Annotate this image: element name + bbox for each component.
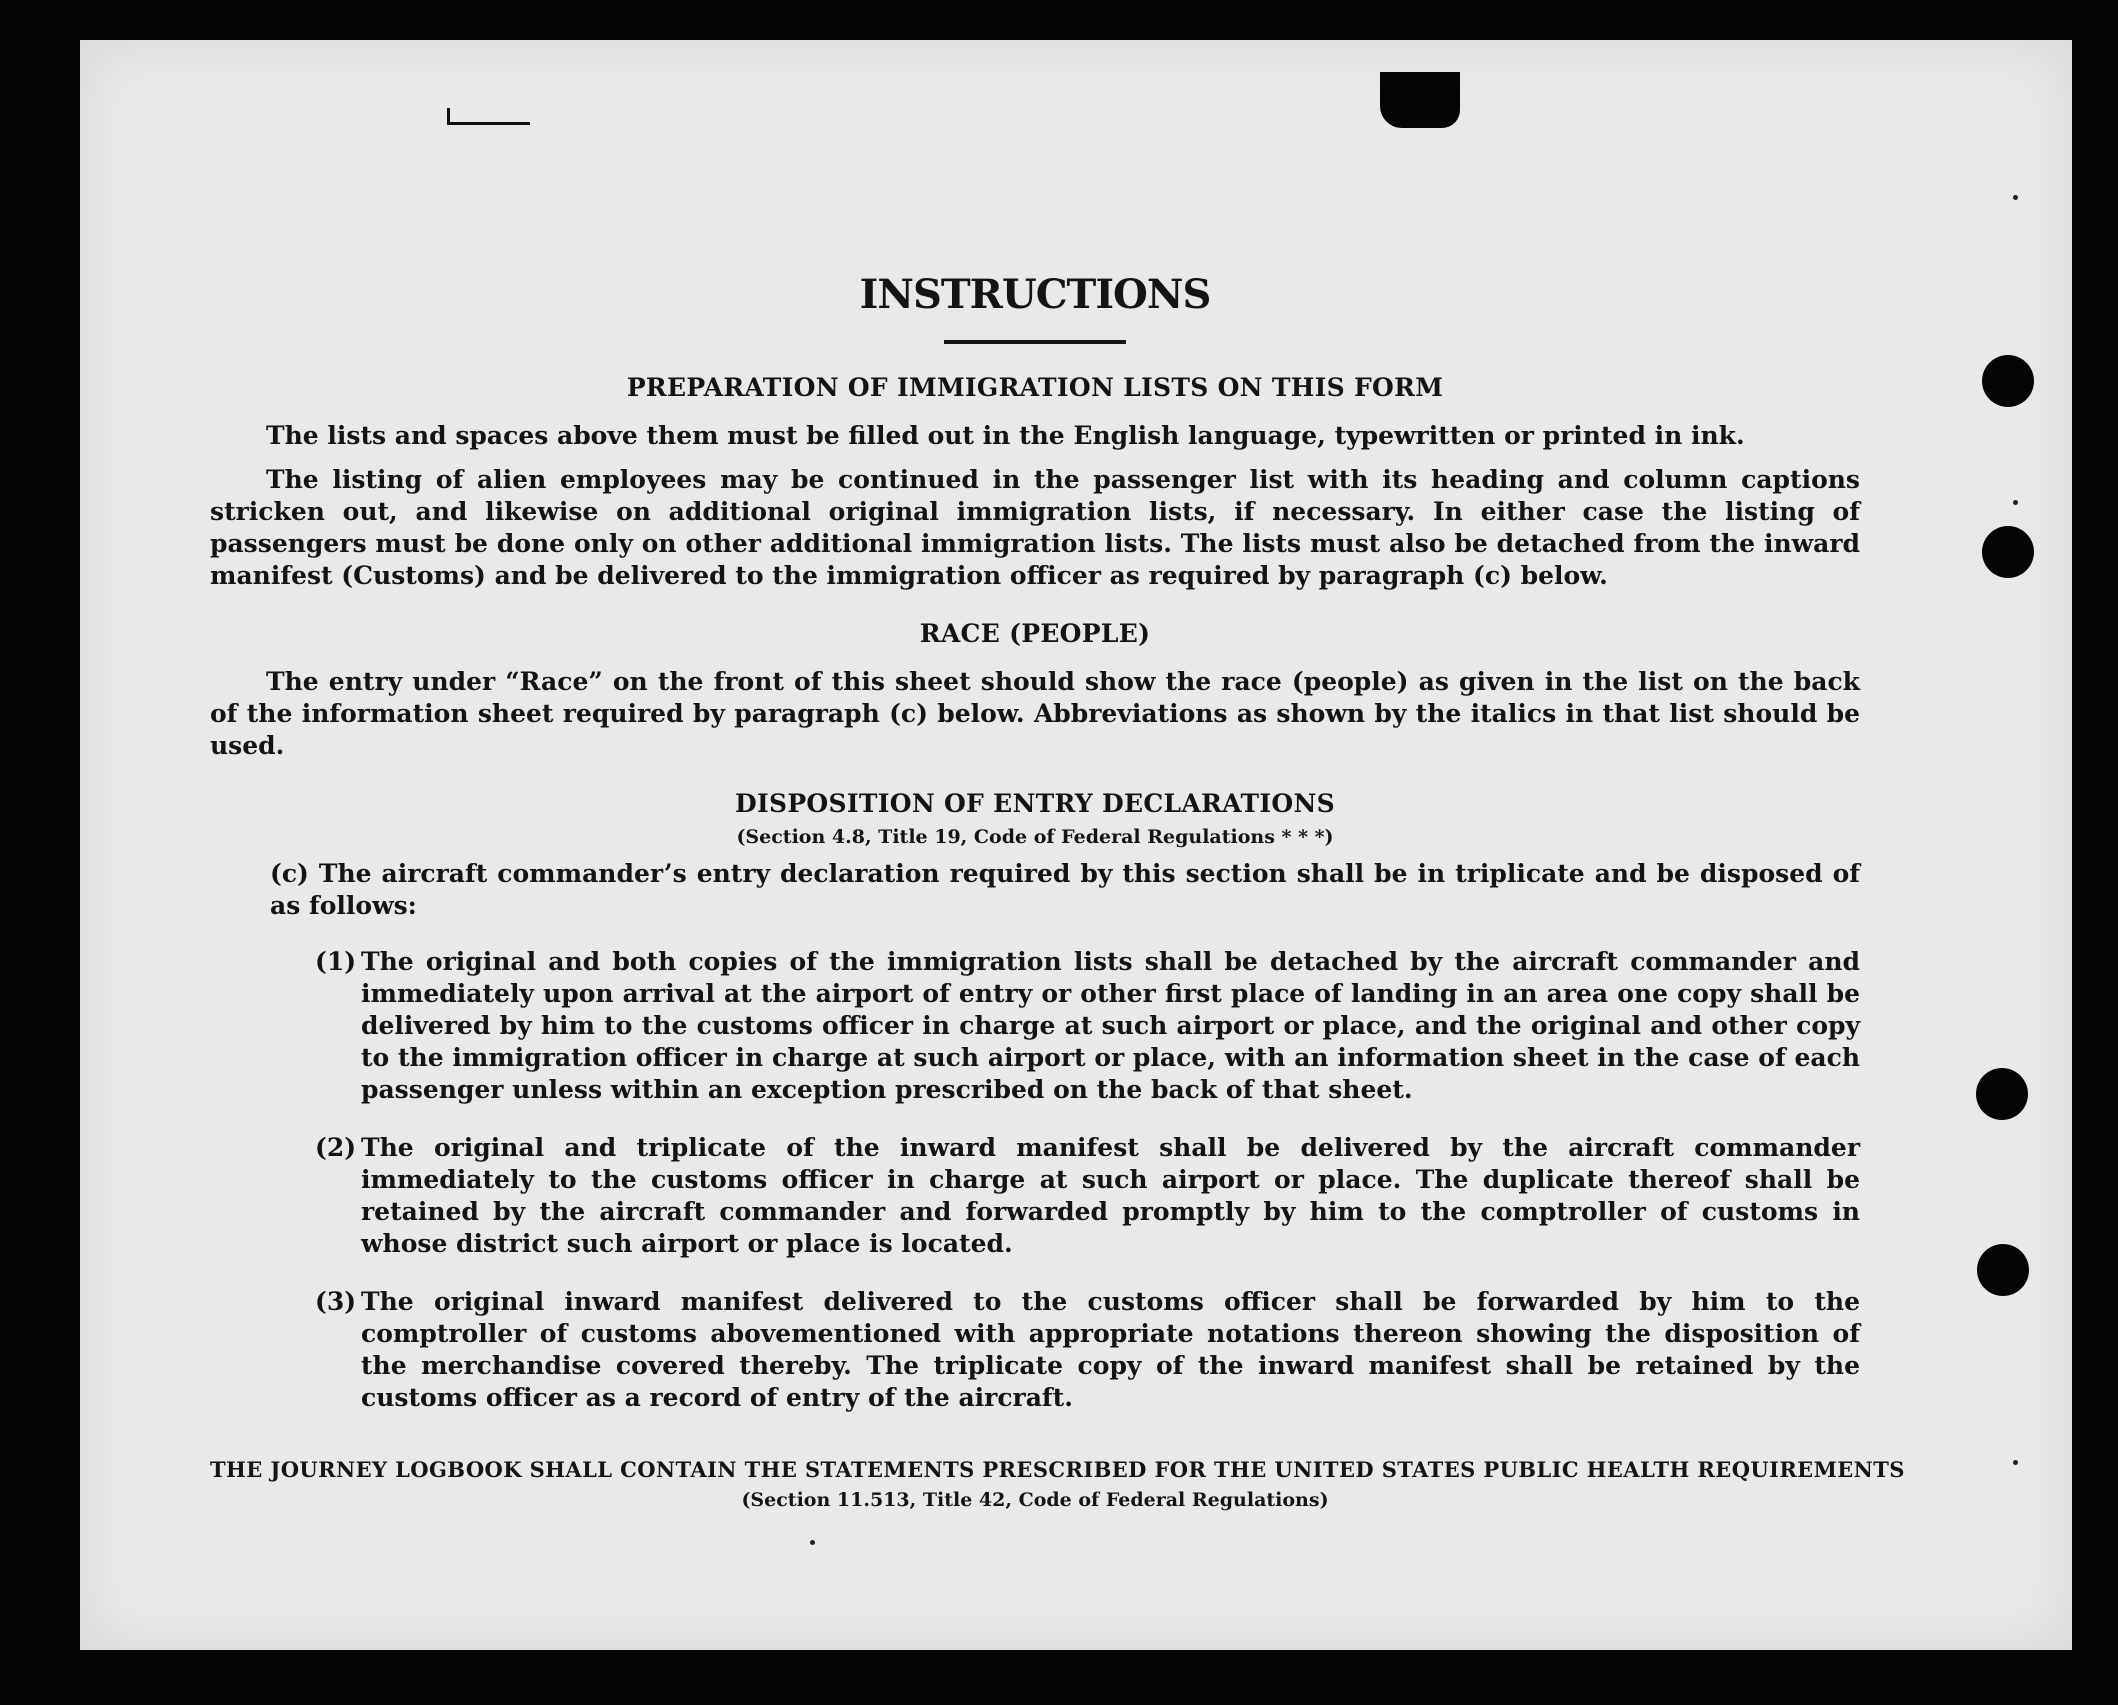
title-rule: [944, 340, 1126, 344]
specks: [810, 1540, 815, 1545]
item-text: The original and both copies of the immigration lists shall be detached by the aircraft commander and immediately upon arrival at the airport of entry or other first place of landing in an area one copy shall be delivered by him to the customs officer in charge at such airport or place, and the original and other copy to the immigration officer in charge at such airport or place, with an information sheet in the case of each passenger unless within an exception prescribed on the back of that sheet.: [361, 947, 1860, 1104]
section-heading-disposition: DISPOSITION OF ENTRY DECLARATIONS: [735, 789, 1335, 818]
punch-hole: [1982, 526, 2034, 578]
specks: [2013, 500, 2018, 505]
list-item: [315, 1132, 1860, 1260]
paragraph: The lists and spaces above them must be filled out in the English language, typewritten or printed in ink.: [266, 421, 1745, 450]
item-number: (2): [315, 1133, 357, 1162]
punch-hole: [1982, 355, 2034, 407]
item-text: The original inward manifest delivered to the customs officer shall be forwarded by him to the comptroller of customs abovementioned with appropriate notations thereon showing the disposition of the merchandise covered thereby. The triplicate copy of the inward manifest shall be retained by the customs officer as a record of entry of the aircraft.: [361, 1287, 1860, 1412]
page-title: INSTRUCTIONS: [859, 271, 1211, 318]
instructions-content: [210, 270, 1905, 1514]
section-heading-race: RACE (PEOPLE): [919, 619, 1151, 648]
footer-statement: THE JOURNEY LOGBOOK SHALL CONTAIN THE STATEMENTS PRESCRIBED FOR THE UNITED STATES PUBLIC HEALTH REQUIREMENTS: [210, 1457, 1905, 1482]
list-item: [315, 946, 1860, 1106]
paragraph: The entry under “Race” on the front of this sheet should show the race (people) as given in the list on the back of the information sheet required by paragraph (c) below. Abbreviations as shown by the italics in that list should be used.: [210, 667, 1860, 760]
section-citation: (Section 4.8, Title 19, Code of Federal Regulations * * *): [736, 826, 1334, 848]
punch-hole: [1977, 1244, 2029, 1296]
footer-citation: (Section 11.513, Title 42, Code of Federal Regulations): [741, 1489, 1329, 1511]
list-item: [315, 1286, 1860, 1414]
punch-hole: [1976, 1068, 2028, 1120]
item-number: (3): [315, 1287, 357, 1316]
section-heading-preparation: PREPARATION OF IMMIGRATION LISTS ON THIS FORM: [626, 373, 1444, 402]
torn-notch: [1380, 72, 1460, 128]
specks: [2013, 195, 2018, 200]
item-text: The original and triplicate of the inward manifest shall be delivered by the aircraft commander immediately to the customs officer in charge at such airport or place. The duplicate thereof shall be retained by the aircraft commander and forwarded promptly by him to the comptroller of customs in whose district such airport or place is located.: [361, 1133, 1860, 1258]
item-number: (1): [315, 947, 357, 976]
corner-mark: [447, 108, 530, 125]
specks: [2013, 1460, 2018, 1465]
paragraph-c: (c) The aircraft commander’s entry declaration required by this section shall be in triplicate and be disposed of as follows:: [270, 859, 1860, 920]
paragraph: The listing of alien employees may be continued in the passenger list with its heading and column captions stricken out, and likewise on additional original immigration lists, if necessary. In either case the listing of passengers must be done only on other additional immigration lists. The lists must also be detached from the inward manifest (Customs) and be delivered to the immigration officer as required by paragraph (c) below.: [210, 465, 1860, 590]
